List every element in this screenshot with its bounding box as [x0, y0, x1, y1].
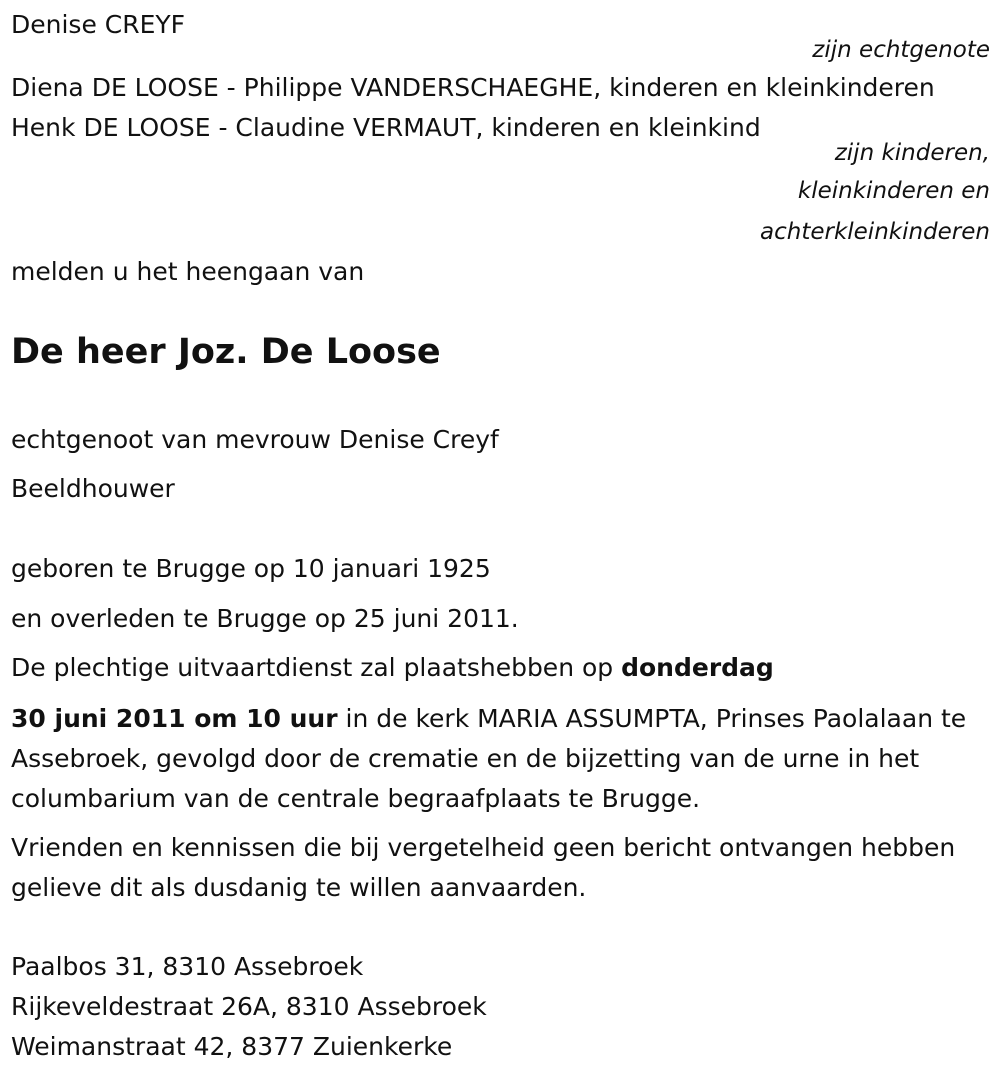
address-3: Weimanstraat 42, 8377 Zuienkerke — [11, 1032, 453, 1061]
spouse-role: zijn echtgenote — [812, 37, 990, 63]
spouse-of: echtgenoot van mevrouw Denise Creyf — [11, 425, 499, 454]
service-day: donderdag — [621, 653, 774, 682]
child-line-1: Diena DE LOOSE - Philippe VANDERSCHAEGHE, kinderen en kleinkinderen — [11, 73, 935, 102]
service-details: in de kerk MARIA ASSUMPTA, Prinses Paolalaan te Assebroek, gevolgd door de crematie en de bijzetting van de urne in het columbarium van de centrale begraafplaats te Brugge. — [11, 704, 967, 813]
profession: Beeldhouwer — [11, 474, 175, 503]
deceased-name: De heer Joz. De Loose — [11, 332, 441, 372]
notice-paragraph: Vrienden en kennissen die bij vergetelheid geen bericht ontvangen hebben gelieve dit als dusdanig te willen aanvaarden. — [11, 833, 956, 902]
announcement: melden u het heengaan van — [11, 257, 365, 286]
birth-line: geboren te Brugge op 10 januari 1925 — [11, 554, 491, 583]
address-2: Rijkeveldestraat 26A, 8310 Assebroek — [11, 992, 487, 1021]
children-role-2: kleinkinderen en — [797, 178, 990, 204]
address-1: Paalbos 31, 8310 Assebroek — [11, 952, 364, 981]
service-datetime: 30 juni 2011 om 10 uur — [11, 704, 338, 733]
child-line-2: Henk DE LOOSE - Claudine VERMAUT, kinderen en kleinkind — [11, 113, 761, 142]
children-role-3: achterkleinkinderen — [760, 219, 990, 245]
service-intro — [11, 653, 774, 683]
service-paragraph — [11, 699, 991, 819]
service-intro-text: De plechtige uitvaartdienst zal plaatshebben op — [11, 653, 622, 682]
children-role-1: zijn kinderen, — [834, 140, 990, 166]
spouse-name: Denise CREYF — [11, 10, 186, 39]
death-line: en overleden te Brugge op 25 juni 2011. — [11, 604, 519, 633]
